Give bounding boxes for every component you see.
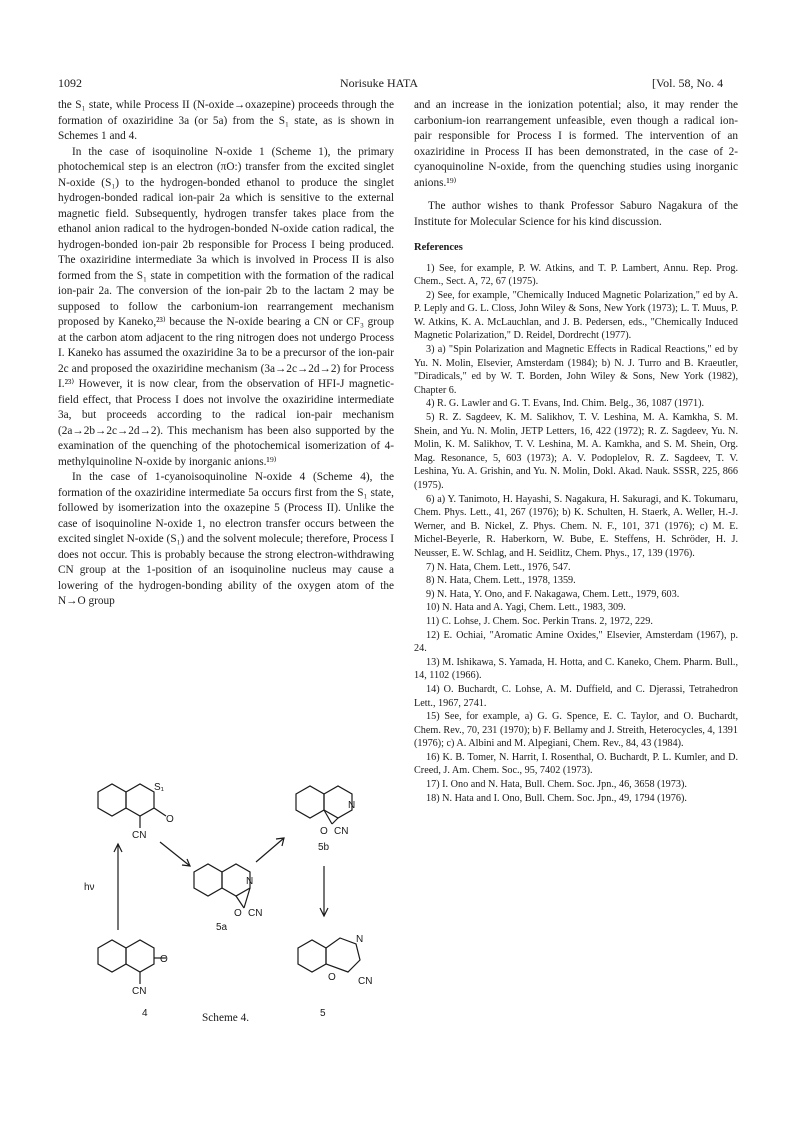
left-column bbox=[58, 98, 394, 610]
paragraph: and an increase in the ionization potential; also, it may render the carbonium-ion rearrangement unfeasible, even though a radical ion-pair responsible for Process I is formed. The intervention of an oxaziridine in Process II has been demonstrated, in the case of 2-cyanoquinoline N-oxide, from the quenching studies using inorganic anions.¹⁹⁾ bbox=[414, 99, 738, 189]
n-label: N bbox=[356, 934, 364, 945]
reference-item: 8) N. Hata, Chem. Lett., 1978, 1359. bbox=[426, 575, 576, 587]
scheme-4-figure bbox=[70, 780, 410, 1030]
paragraph: the S₁ state, while Process II (N-oxide→oxazepine) proceeds through the formation of oxaziridine 3a (or 5a) from the S₁ state, as is shown in Schemes 1 and 4. bbox=[58, 99, 394, 142]
cn-label: CN bbox=[248, 908, 263, 919]
reference-item: 11) C. Lohse, J. Chem. Soc. Perkin Trans. 2, 1972, 229. bbox=[426, 615, 653, 627]
compound-5a-label: 5a bbox=[216, 922, 228, 933]
reference-item: 18) N. Hata and I. Ono, Bull. Chem. Soc. Jpn., 49, 1794 (1976). bbox=[426, 792, 687, 804]
reference-item: 16) K. B. Tomer, N. Harrit, I. Rosenthal, O. Buchardt, P. L. Kumler, and D. Creed, J. Am. Chem. Soc., 95, 7402 (1973). bbox=[414, 751, 738, 777]
n-label: N bbox=[246, 876, 254, 887]
reference-item: 14) O. Buchardt, C. Lohse, A. M. Duffield, and C. Djerassi, Tetrahedron Lett., 1967, 2741. bbox=[414, 683, 738, 709]
reference-item: 9) N. Hata, Y. Ono, and F. Nakagawa, Chem. Lett., 1979, 603. bbox=[426, 588, 680, 600]
reference-item: 3) a) "Spin Polarization and Magnetic Effects in Radical Reactions," ed by Yu. N. Molin, Elsevier, Amsterdam (1984); b) N. J. Turro and B. Kraeutler, "Diradicals," ed by W. T. Borden, John Wiley & Sons, New York (1982), Chapter 6. bbox=[414, 344, 738, 396]
n-label: N bbox=[348, 800, 356, 811]
right-column bbox=[414, 98, 738, 805]
paragraph: In the case of isoquinoline N-oxide 1 (Scheme 1), the primary photochemical step is an electron (πO:) transfer from the excited singlet N-oxide (S₁) to the hydrogen-bonded ethanol to produce the singlet hydrogen-bonded radical ion-pair 2a which is sensitive to the external magnetic field. Subsequently, hydrogen transfer takes place from the ethanol anion radical to the hydrogen-bonded N-oxide cation radical, the hydrogen-bonded ion-pair 2b responsible for Process I being produced. The oxaziridine intermediate 3a which is involved in Process II is also formed from the S₁ state in competition with the formation of the radical ion-pair 2a. The conversion of the ion-pair 2b to the lactam 2 may be supposed to follow the carbonium-ion rearrangement mechanism proposed by Kaneko,²³⁾ because the N-oxide bearing a CN or CF₃ group at the carbon atom adjacent to the ring nitrogen does not undergo Process I. Kaneko has assumed the oxaziridine 3a to be a precursor of the ion-pair 2c and proposed the oxaziridine mechanism (3a→2c→2d→2) for Process I.²³⁾ However, it is now clear, from the observation of HFI-J magnetic-field effect, that Process I does not involve the oxaziridine intermediate 3a, but proceeds according to the radical ion-pair mechanism (2a→2b→2c→2d→2). This mechanism has been also supported by the examination of the quenching of the photochemical isomerization of 4-methylquinoline N-oxide by inorganic anions.¹⁹⁾ bbox=[58, 145, 394, 468]
references-list bbox=[414, 262, 738, 806]
page-number: 1092 bbox=[58, 76, 82, 90]
paragraph: In the case of 1-cyanoisoquinoline N-oxide 4 (Scheme 4), the formation of the oxaziridine intermediate 5a occurs first from the S₁ state, followed by isomerization into the oxazepine 5 (Process II). Unlike the case of isoquinoline N-oxide 1, no electron transfer occurs between the excited singlet N-oxide (S₁) and the solvent molecule; therefore, Process I does not occur. This is probably because the strong electron-withdrawing CN group at the 1-position of an isoquinoline nucleus may cause a lowering of the hydrogen-bonding ability of the oxygen atom of the N→O group bbox=[58, 471, 394, 607]
references-heading: References bbox=[414, 242, 463, 253]
compound-5b-label: 5b bbox=[318, 842, 330, 853]
running-author: Norisuke HATA bbox=[340, 76, 419, 90]
reference-item: 6) a) Y. Tanimoto, H. Hayashi, S. Nagakura, H. Sakuragi, and K. Tokumaru, Chem. Phys. Lett., 41, 267 (1976); b) K. Schulten, H. Staerk, A. Weller, H.-J. Werner, and B. Nickel, Z. Phys. Chem. N. F., 101, 371 (1976); c) M. E. Michel-Beyerle, R. Haberkorn, W. Bube, E. Steffens, H. Schröder, H. J. Neusser, E. W. Schlag, and H. Seidlitz, Chem. Phys., 17, 139 (1976). bbox=[414, 493, 738, 559]
volume-info: [Vol. 58, No. 4 bbox=[652, 76, 724, 90]
hv-label: hν bbox=[84, 882, 95, 893]
cn-label: CN bbox=[358, 976, 373, 987]
cn-label: CN bbox=[132, 986, 147, 997]
reference-item: 7) N. Hata, Chem. Lett., 1976, 547. bbox=[426, 561, 571, 573]
cn-label: CN bbox=[334, 826, 349, 837]
reference-item: 15) See, for example, a) G. G. Spence, E. C. Taylor, and O. Buchardt, Chem. Rev., 70, 231 (1970); b) F. Bellamy and J. Streith, Heterocycles, 4, 1391 (1976); c) A. Albini and M. Alpegiani, Chem. Rev., 84, 43 (1984). bbox=[414, 711, 738, 750]
cn-label: CN bbox=[132, 830, 147, 841]
reference-item: 4) R. G. Lawler and G. T. Evans, Ind. Chim. Belg., 36, 1087 (1971). bbox=[426, 398, 705, 410]
compound-5-label: 5 bbox=[320, 1008, 326, 1019]
reference-item: 12) E. Ochiai, "Aromatic Amine Oxides," Elsevier, Amsterdam (1967), p. 24. bbox=[414, 629, 738, 655]
scheme-caption: Scheme 4. bbox=[202, 1012, 250, 1024]
reference-item: 13) M. Ishikawa, S. Yamada, H. Hotta, and C. Kaneko, Chem. Pharm. Bull., 14, 1102 (1966). bbox=[414, 656, 738, 682]
oxide-o-label: O bbox=[160, 954, 168, 965]
o-label: O bbox=[234, 908, 242, 919]
reference-item: 2) See, for example, "Chemically Induced Magnetic Polarization," ed by A. P. Leply and G. L. Closs, John Wiley & Sons, New York (1973); L. T. Muus, P. W. Atkins, K. A. McLauchlan, and J. B. Pedersen, eds., "Chemically Induced Magnetic Polarization," D. Reidel, Dordrecht (1977). bbox=[414, 289, 738, 342]
reference-item: 1) See, for example, P. W. Atkins, and T. P. Lambert, Annu. Rep. Prog. Chem., Sect. A, 72, 67 (1975). bbox=[414, 262, 738, 288]
compound-4-label: 4 bbox=[142, 1008, 148, 1019]
reference-item: 17) I. Ono and N. Hata, Bull. Chem. Soc. Jpn., 46, 3658 (1973). bbox=[426, 779, 687, 791]
o-label: O bbox=[328, 972, 336, 983]
oxide-o-label: O bbox=[166, 814, 174, 825]
s1-label: S₁ bbox=[154, 782, 165, 793]
reaction-scheme-diagram bbox=[70, 780, 410, 1030]
o-label: O bbox=[320, 826, 328, 837]
acknowledgement: The author wishes to thank Professor Saburo Nagakura of the Institute for Molecular Science for his kind discussion. bbox=[414, 200, 738, 228]
reference-item: 5) R. Z. Sagdeev, K. M. Salikhov, T. V. Leshina, M. A. Kamkha, S. M. Shein, and Yu. N. Molin, JETP Letters, 16, 422 (1972); R. Z. Sagdeev, Yu. N. Molin, K. M. Salikhov, T. V. Leshina, M. A. Kamkha, and S. M. Shein, Org. Mag. Resonance, 5, 603 (1973); A. V. Podoplelov, R. Z. Sagdeev, T. V. Leshina, Yu. A. Grishin, and Yu. N. Molin, Dokl. Akad. Nauk. SSSR, 225, 866 (1975). bbox=[414, 412, 738, 491]
reference-item: 10) N. Hata and A. Yagi, Chem. Lett., 1983, 309. bbox=[426, 602, 626, 614]
